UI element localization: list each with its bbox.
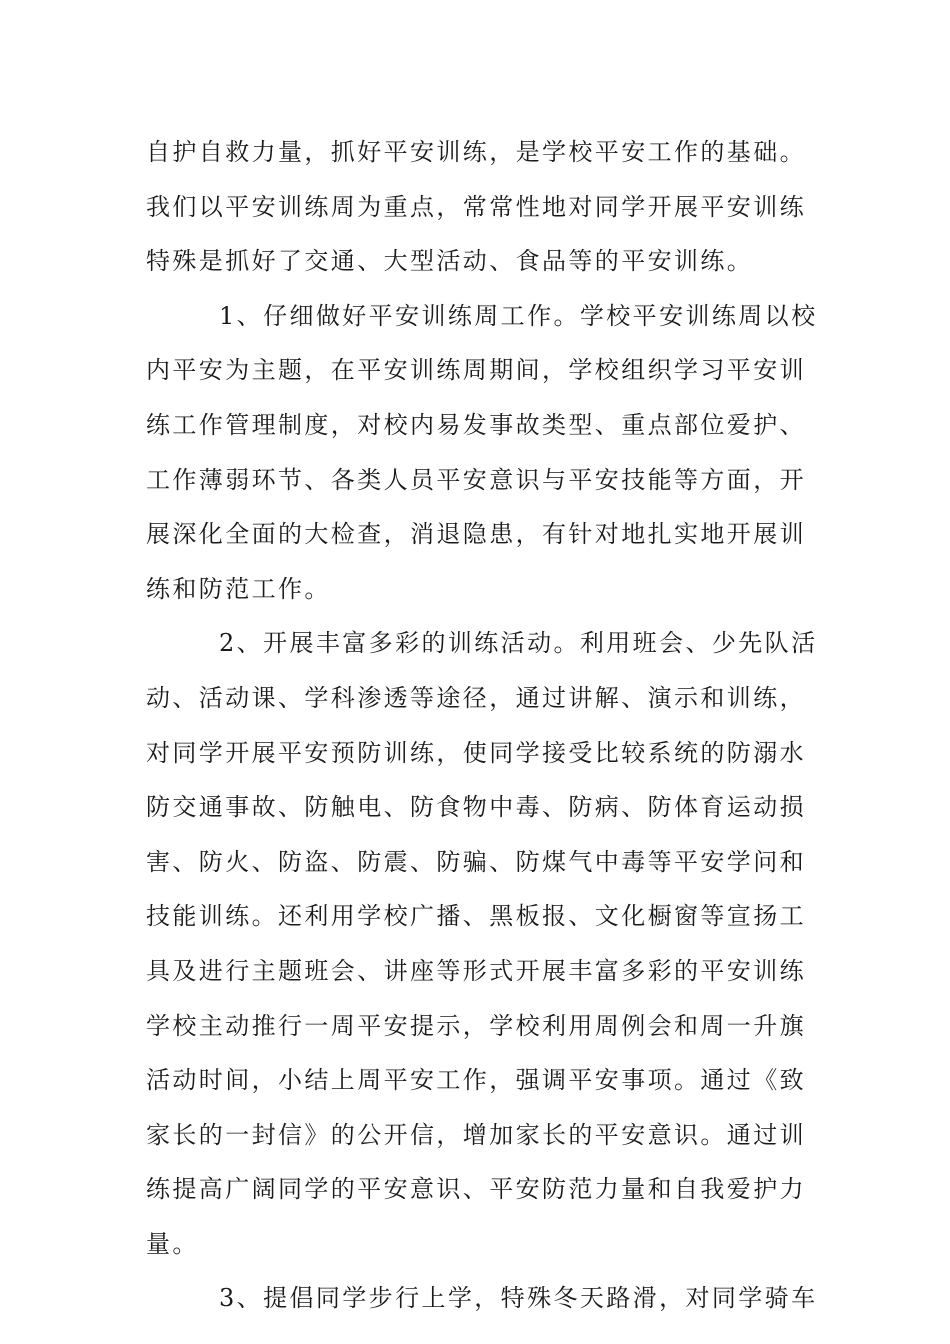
text-line: 活动时间，小结上周平安工作，强调平安事项。通过《致 [146,1066,806,1095]
text-line: 对同学开展平安预防训练，使同学接受比较系统的防溺水 [146,738,806,767]
text-line: 练工作管理制度，对校内易发事故类型、重点部位爱护、 [146,410,806,439]
text-line: 技能训练。还利用学校广播、黑板报、文化橱窗等宣扬工 [146,902,806,931]
text-line: 具及进行主题班会、讲座等形式开展丰富多彩的平安训练 [146,956,806,985]
paragraph-start-line: 3、提倡同学步行上学，特殊冬天路滑，对同学骑车 [219,1284,818,1313]
text-line: 自护自救力量，抓好平安训练，是学校平安工作的基础。 [146,138,806,166]
document-body [146,125,818,1326]
text-line: 害、防火、防盗、防震、防骗、防煤气中毒等平安学问和 [146,847,806,876]
text-line: 家长的一封信》的公开信，增加家长的平安意识。通过训 [146,1120,806,1149]
text-line: 特殊是抓好了交通、大型活动、食品等的平安训练。 [146,247,754,276]
text-line: 内平安为主题，在平安训练周期间，学校组织学习平安训 [146,356,806,385]
text-line: 练和防范工作。 [146,574,331,603]
text-line: 工作薄弱环节、各类人员平安意识与平安技能等方面，开 [146,465,806,494]
text-line: 我们以平安训练周为重点，常常性地对同学开展平安训练 [146,192,806,221]
text-line: 动、活动课、学科渗透等途径，通过讲解、演示和训练， [146,683,806,712]
text-line: 防交通事故、防触电、防食物中毒、防病、防体育运动损 [146,793,806,822]
paragraph-start-line: 1、仔细做好平安训练周工作。学校平安训练周以校 [219,301,818,330]
text-line: 练提高广阔同学的平安意识、平安防范力量和自我爱护力 [146,1175,806,1204]
paragraph-start-line: 2、开展丰富多彩的训练活动。利用班会、少先队活 [219,629,818,658]
text-line: 学校主动推行一周平安提示，学校利用周例会和周一升旗 [146,1011,806,1040]
text-line: 展深化全面的大检查，消退隐患，有针对地扎实地开展训 [146,520,806,549]
text-line: 量。 [146,1229,199,1258]
